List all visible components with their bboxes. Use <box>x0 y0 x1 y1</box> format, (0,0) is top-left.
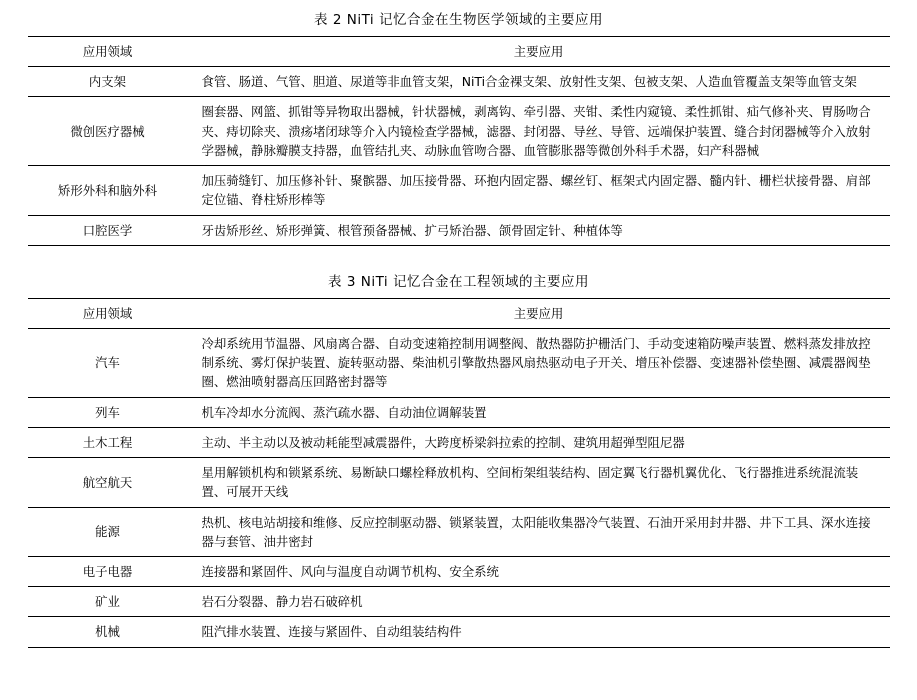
table-2-row-0-application: 食管、肠道、气管、胆道、尿道等非血管支架，NiTi合金裸支架、放射性支架、包被支架、人造血管覆盖支架等血管支架 <box>188 67 890 97</box>
table-3-row-7-field: 机械 <box>28 617 188 647</box>
table-2-header-row <box>28 37 890 67</box>
table-3-row-3-field: 航空航天 <box>28 458 188 507</box>
document-page <box>0 2 917 700</box>
table-3-header-application: 主要应用 <box>188 298 890 328</box>
table-3-header-row <box>28 298 890 328</box>
table-2-header-application: 主要应用 <box>188 37 890 67</box>
table-2-header-field: 应用领域 <box>28 37 188 67</box>
table-2-caption: 表 2 NiTi 记忆合金在生物医学领域的主要应用 <box>314 12 603 28</box>
table-3-row-3-application: 星用解锁机构和锁紧系统、易断缺口螺栓释放机构、空间桁架组装结构、固定翼飞行器机翼优化、飞行器推进系统混流装置、可展开天线 <box>188 458 890 507</box>
table-2-row-3-application: 牙齿矫形丝、矫形弹簧、根管预备器械、扩弓矫治器、颌骨固定针、种植体等 <box>188 215 890 245</box>
table-row <box>28 166 890 215</box>
table-3-row-6-application: 岩石分裂器、静力岩石破碎机 <box>188 587 890 617</box>
table-row <box>28 397 890 427</box>
table-3-row-2-field: 土木工程 <box>28 427 188 457</box>
table-2-row-1-field: 微创医疗器械 <box>28 97 188 166</box>
table-2 <box>28 36 890 246</box>
table-3-block <box>0 264 917 648</box>
table-2-row-3-field: 口腔医学 <box>28 215 188 245</box>
table-row <box>28 587 890 617</box>
table-3-row-2-application: 主动、半主动以及被动耗能型减震器件，大跨度桥梁斜拉索的控制、建筑用超弹型阻尼器 <box>188 427 890 457</box>
table-row <box>28 97 890 166</box>
table-row <box>28 556 890 586</box>
table-2-row-1-application: 圈套器、网篮、抓钳等异物取出器械，针状器械，剥离钩、牵引器、夹钳、柔性内窥镜、柔性抓钳、疝气修补夹、胃肠吻合夹、痔切除夹、溃疡堵闭球等介入内镜检查学器械，滤器、封闭器、导丝、导管、远端保护装置、缝合封闭器械等介入放射学器械，静脉瓣膜支持器，血管结扎夹、动脉血管吻合器、血管膨胀器等微创外科手术器，妇产科器械 <box>188 97 890 166</box>
table-row <box>28 617 890 647</box>
table-3-row-0-application: 冷却系统用节温器、风扇离合器、自动变速箱控制用调整阀、散热器防护栅活门、手动变速箱防噪声装置、燃料蒸发排放控制系统、雾灯保护装置、旋转驱动器、柴油机引擎散热器风扇热驱动电子开关、增压补偿器、变速器补偿垫圈、减震器阀垫圈、燃油喷射器高压回路密封器等 <box>188 328 890 397</box>
table-2-block <box>0 2 917 246</box>
table-row <box>28 328 890 397</box>
table-2-row-2-application: 加压骑缝钉、加压修补针、聚髌器、加压接骨器、环抱内固定器、螺丝钉、框架式内固定器、髓内针、栅栏状接骨器、肩部定位锚、脊柱矫形棒等 <box>188 166 890 215</box>
table-row <box>28 67 890 97</box>
table-3-caption: 表 3 NiTi 记忆合金在工程领域的主要应用 <box>328 273 589 290</box>
table-row <box>28 507 890 556</box>
table-3-row-1-application: 机车冷却水分流阀、蒸汽疏水器、自动油位调解装置 <box>188 397 890 427</box>
table-2-row-0-field: 内支架 <box>28 67 188 97</box>
table-3-row-4-field: 能源 <box>28 507 188 556</box>
table-3-row-5-field: 电子电器 <box>28 556 188 586</box>
table-row <box>28 215 890 245</box>
table-3 <box>28 298 890 648</box>
table-3-row-4-application: 热机、核电站胡接和维修、反应控制驱动器、锁紧装置，太阳能收集器冷气装置、石油开采用封井器、井下工具、深水连接器与套管、油井密封 <box>188 507 890 556</box>
table-3-row-6-field: 矿业 <box>28 587 188 617</box>
table-row <box>28 427 890 457</box>
table-3-row-1-field: 列车 <box>28 397 188 427</box>
table-2-row-2-field: 矫形外科和脑外科 <box>28 166 188 215</box>
table-3-header-field: 应用领域 <box>28 298 188 328</box>
table-3-row-7-application: 阻汽排水装置、连接与紧固件、自动组装结构件 <box>188 617 890 647</box>
table-3-row-5-application: 连接器和紧固件、风向与温度自动调节机构、安全系统 <box>188 556 890 586</box>
table-row <box>28 458 890 507</box>
table-3-row-0-field: 汽车 <box>28 328 188 397</box>
